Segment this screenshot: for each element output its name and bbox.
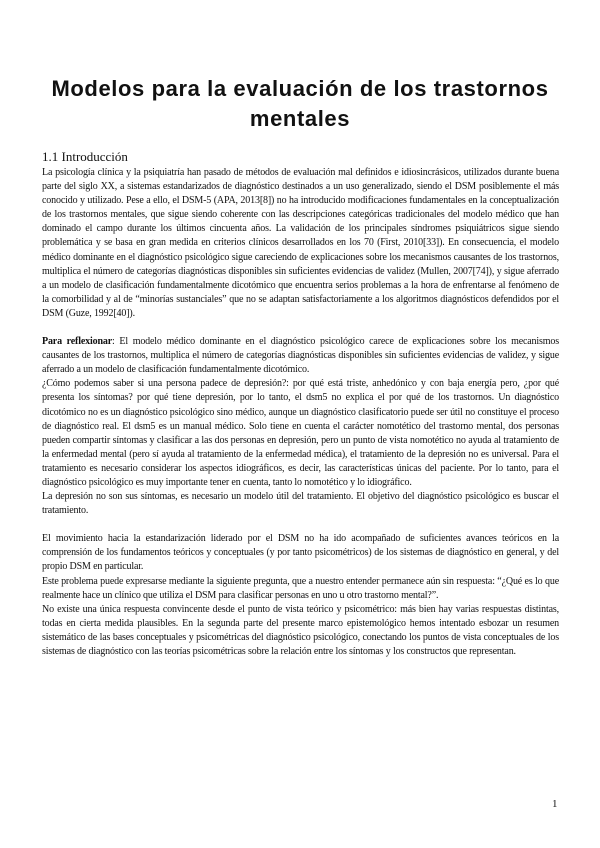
problem-paragraph: Este problema puede expresarse mediante la siguiente pregunta, que a nuestro entender permanece aún sin respuesta: “¿Qué es lo que realmente hace un clínico que utiliza el DSM para clasificar personas en uno u otro trastorno mental?”. bbox=[42, 575, 559, 601]
intro-paragraph: La psicología clínica y la psiquiatría han pasado de métodos de evaluación mal definidos e idiosincrásicos, utilizados durante buena parte del siglo XX, a sistemas estandarizados de diagnóstico destinados a un uso generalizado, siendo el DSM posiblemente el más conocido y utilizado. Pese a ello, el DSM-5 (APA, 2013[8]) no ha introducido modificaciones fundamentales en la conceptualización de los trastornos mentales, que sigue siendo coherente con las descripciones categóricas tradicionales del modelo médico que han dominado el campo durante los últimos cincuenta años. La validación de los principales síndromes psiquiátricos sigue siendo problemática y se basa en gran medida en criterios clínicos desarrollados en los 70 (First, 2010[33]). En consecuencia, el modelo médico dominante en el diagnóstico psicológico sigue careciendo de explicaciones sobre los mecanismos causantes de los trastornos, multiplica el número de categorías diagnósticas disponibles sin suficientes evidencias de validez (Mullen, 2007[74]), y sigue aferrado a un modelo de clasificación fundamentalmente dicotómico que encuentra serios problemas a la hora de enfrentarse al fenómeno de la comorbilidad y al de “minorías sustanciales” que no se adaptan satisfactoriamente a los algoritmos diagnósticos defendidos por el DSM (Guze, 1992[40]). bbox=[42, 167, 559, 319]
paragraph-spacer bbox=[42, 321, 559, 335]
question-paragraph: ¿Cómo podemos saber si una persona padece de depresión?: por qué está triste, anhedónico y con baja energía pero, ¿por qué presenta los síntomas? por qué tiene depresión, por lo tanto, el dsm5 no explica el por qué de los trastornos. Un diagnóstico dicotómico no es un diagnóstico psicológico sino médico, aunque un diagnóstico clasificatorio puede ser útil no constituye el proceso de diagnóstico real. El dsm5 es un manual médico. Solo tiene en cuenta el carácter nomotético del trastorno mental, dos personas pueden compartir síntomas y clasificar a las dos personas en depresión, pero un punto de vista nomotético no ayuda al tratamiento de la enfermedad mental (pero sí ayuda al tratamiento de la enfermedad médica), el tratamiento de la depresión no es universal. Para el tratamiento es necesario considerar los aspectos idiográficos, es decir, las características únicas del paciente. Por lo tanto, para el diagnóstico psicológico es muy importante tener en cuenta, tanto lo nomotético y lo idiográfico. bbox=[42, 378, 559, 488]
reflection-label: Para reflexionar bbox=[42, 336, 113, 348]
symptoms-paragraph: La depresión no son sus síntomas, es necesario un modelo útil del tratamiento. El objetivo del diagnóstico psicológico es buscar el tratamiento. bbox=[42, 491, 559, 517]
reflection-paragraph bbox=[42, 335, 559, 377]
section-heading: 1.1 Introducción bbox=[42, 149, 128, 164]
paragraph-spacer bbox=[42, 518, 559, 532]
answer-paragraph: No existe una única respuesta convincente desde el punto de vista teórico y psicométrico: más bien hay varias respuestas distintas, todas en cierta medida plausibles. En la segunda parte del presente marco epistemológico hemos intentado esbozar un resumen sistemático de las bases conceptuales y psicométricas del diagnóstico psicológico, conectando los puntos de vista conceptuales de los sistemas de diagnóstico con las teorías psicométricas sobre la relación entre los síntomas y los constructos que representan. bbox=[42, 603, 559, 657]
document-body bbox=[42, 150, 559, 659]
page-number: 1 bbox=[552, 798, 558, 810]
movement-paragraph: El movimiento hacia la estandarización liderado por el DSM no ha ido acompañado de suficientes avances teóricos en la comprensión de los fundamentos teóricos y conceptuales (y por tanto psicométricos) de los sistemas de diagnóstico en general, y del propio DSM en particular. bbox=[42, 533, 559, 573]
reflection-text: : El modelo médico dominante en el diagnóstico psicológico carece de explicaciones sobre los mecanismos causantes de los trastornos, multiplica el número de categorías diagnósticas disponibles sin suficientes evidencias de validez, y sigue aferrado a un modelo de clasificación fundamentalmente dicotómico. bbox=[42, 336, 559, 376]
document-title: Modelos para la evaluación de los trastornos mentales bbox=[51, 76, 549, 131]
